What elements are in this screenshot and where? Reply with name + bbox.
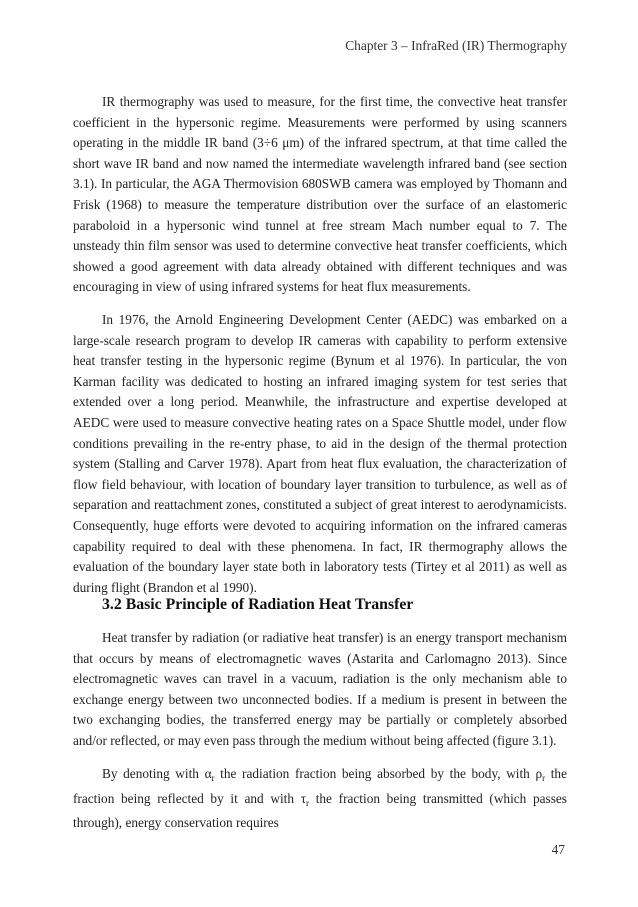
text-span: the fraction being transmitted (which passes through), energy conservation requires (73, 790, 567, 831)
alpha-symbol: α (204, 766, 212, 781)
rho-symbol: ρ (535, 766, 543, 781)
paragraph-ir-hypersonic: IR thermography was used to measure, for the first time, the convective heat transfer coefficient in the hypersonic regime. Measurements were performed by using scanners operating in the middle IR band (3÷6 μm) of the infrared spectrum, at that time called the short wave IR band and now named the intermediate wavelength infrared band (see section 3.1). In particular, the AGA Thermovision 680SWB camera was employed by Thomann and Frisk (1968) to measure the temperature distribution over the surface of an elastomeric paraboloid in a hypersonic wind tunnel at free stream Mach number equal to 7. The unsteady thin film sensor was used to determine convective heat transfer coefficients, which showed a good agreement with data already obtained with different techniques and was encouraging in view of using infrared systems for heat flux measurements. (73, 94, 567, 295)
text-span: the radiation fraction being absorbed by the body, with (214, 766, 536, 781)
tau-subscript: r (306, 797, 310, 808)
section-heading: 3.2 Basic Principle of Radiation Heat Transfer (102, 596, 414, 613)
paragraph-energy-conservation (73, 764, 567, 834)
running-header: Chapter 3 – InfraRed (IR) Thermography (345, 38, 567, 53)
text-span: the fraction being reflected by it and with (73, 766, 567, 806)
tau-symbol: τ (300, 790, 307, 806)
paragraph-radiation-definition: Heat transfer by radiation (or radiative heat transfer) is an energy transport mechanism that occurs by means of electromagnetic waves (Astarita and Carlomagno 2013). Since electromagnetic waves can travel in a vacuum, radiation is the only mechanism able to exchange energy between two unconnected bodies. If a medium is present in between the two exchanging bodies, the transferred energy may be partially or completely absorbed and/or reflected, or may even pass through the medium without being affected (figure 3.1). (73, 630, 567, 748)
rho-subscript: r (542, 773, 546, 783)
page-number: 47 (551, 842, 565, 857)
text-span: By denoting with (102, 766, 205, 781)
alpha-subscript: r (211, 773, 215, 783)
paragraph-aedc: In 1976, the Arnold Engineering Development Center (AEDC) was embarked on a large-scale research program to develop IR cameras with capability to perform extensive heat transfer testing in the hypersonic regime (Bynum et al 1976). In particular, the von Karman facility was dedicated to hosting an infrared imaging system for test series that extended over a long period. Meanwhile, the infrastructure and expertise developed at AEDC were used to measure convective heating rates on a Space Shuttle model, under flow conditions prevailing in the re-entry phase, to aid in the design of the thermal protection system (Stalling and Carver 1978). Apart from heat flux evaluation, the characterization of flow field behaviour, with location of boundary layer transition to turbulence, as well as of separation and reattachment zones, constituted a subject of great interest to aerodynamicists. Consequently, huge efforts were devoted to acquiring information on the infrared cameras capability required to deal with these phenomena. In fact, IR thermography allows the evaluation of the boundary layer state both in laboratory tests (Tirtey et al 2011) as well as during flight (Brandon et al 1990). (73, 312, 567, 595)
